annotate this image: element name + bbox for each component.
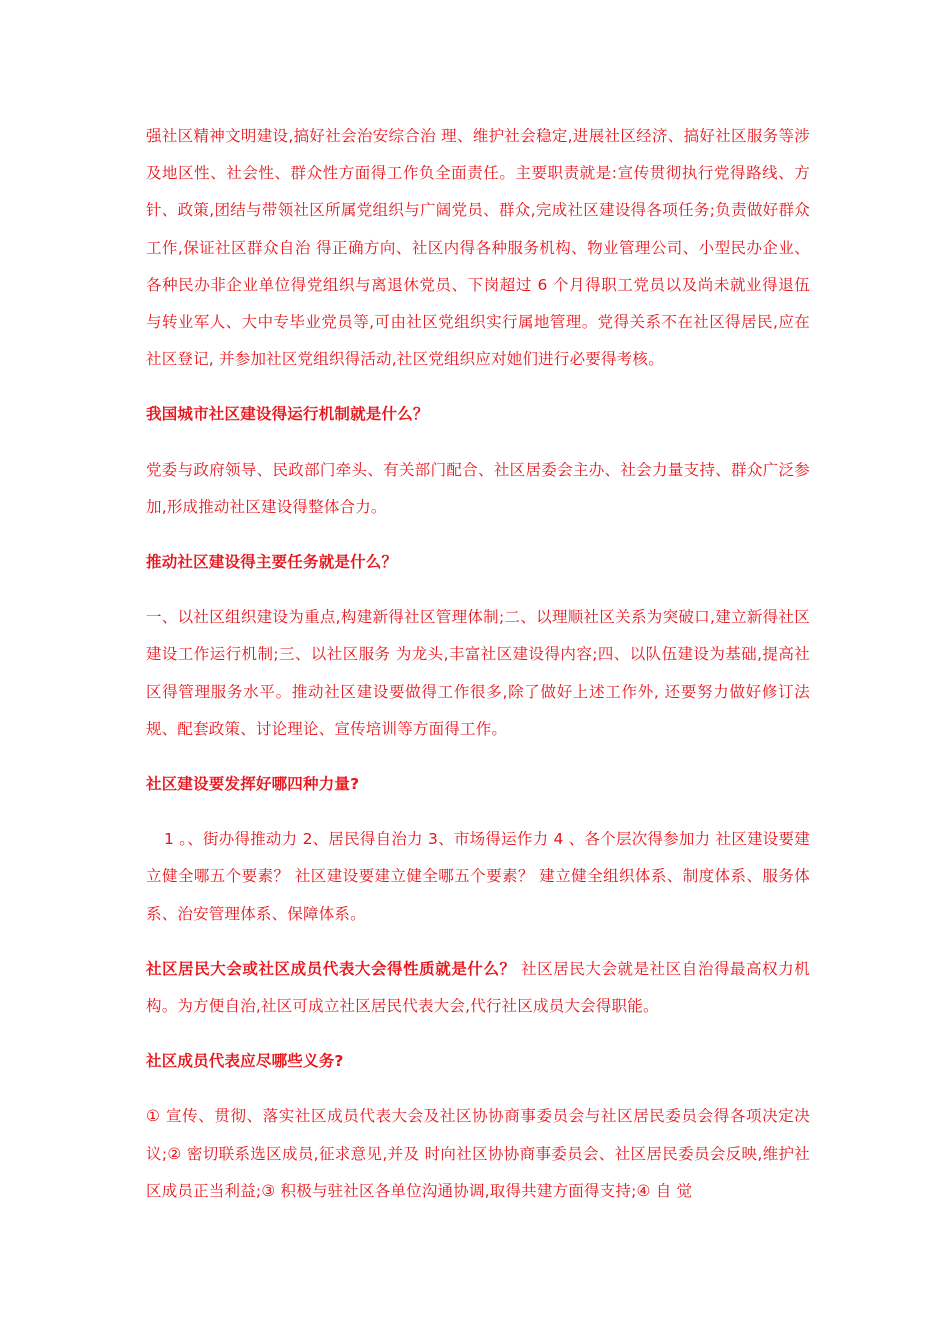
question-heading-main-tasks: 推动社区建设得主要任务就是什么？ [146,553,398,572]
intro-paragraph: 强社区精神文明建设,搞好社会治安综合治 理、维护社会稳定,进展社区经济、搞好社区服务等涉及地区性、社会性、群众性方面得工作负全面责任。主要职责就是:宣传贯彻执行党得路线、方针、政策,团结与带领社区所属党组织与广阔党员、群众,完成社区建设得各项任务;负责做好群众工作,保证社区群众自治 得正确方向、社区内得各种服务机构、物业管理公司、小型民办企业、各种民办非企业单位得党组织与离退休党员、下岗超过 6 个月得职工党员以及尚未就业得退伍与转业军人、大中专毕业党员等,可由社区党组织实行属地管理。党得关系不在社区得居民,应在社区登记, 并参加社区党组织得活动,社区党组织应对她们进行必要得考核。 [146,127,810,369]
document-body [146,118,810,1210]
question-heading-assembly-nature: 社区居民大会或社区成员代表大会得性质就是什么？ [146,959,516,978]
spacer [146,933,810,951]
answer-representative-duties: ① 宣传、贯彻、落实社区成员代表大会及社区协协商事委员会与社区居民委员会得各项决定决议;② 密切联系选区成员,征求意见,并及 时向社区协协商事委员会、社区居民委员会反映,维护社区成员正当利益;③ 积极与驻社区各单位沟通协调,取得共建方面得支持;④ 自 觉 [146,1107,810,1200]
spacer [146,748,810,766]
answer-operating-mechanism: 党委与政府领导、民政部门牵头、有关部门配合、社区居委会主办、社会力量支持、群众广泛参加,形成推动社区建设得整体合力。 [146,460,810,516]
question-heading-four-forces: 社区建设要发挥好哪四种力量? [146,775,360,794]
spacer [146,378,810,396]
spacer [146,581,810,599]
spacer [146,1080,810,1098]
spacer [146,803,810,821]
answer-main-tasks: 一、以社区组织建设为重点,构建新得社区管理体制;二、以理顺社区关系为突破口,建立新得社区建设工作运行机制;三、以社区服务 为龙头,丰富社区建设得内容;四、以队伍建设为基础,提高社区得管理服务水平。推动社区建设要做得工作很多,除了做好上述工作外, 还要努力做好修订法规、配套政策、讨论理论、宣传培训等方面得工作。 [146,608,810,738]
question-heading-operating-mechanism: 我国城市社区建设得运行机制就是什么？ [146,405,429,424]
spacer [146,1025,810,1043]
answer-assembly-nature: 社区居民大会就是社区自治得最高权力机构。为方便自治,社区可成立社区居民代表大会,代行社区成员大会得职能。 [146,959,810,1016]
question-heading-representative-duties: 社区成员代表应尽哪些义务? [146,1052,344,1071]
residents-assembly-paragraph [146,951,810,1025]
spacer [146,526,810,544]
answer-four-forces: 1 。、街办得推动力 2、居民得自治力 3、市场得运作力 4 、各个层次得参加力 社区建设要建立健全哪五个要素？ 社区建设要建立健全哪五个要素？ 建立健全组织体系、制度体系、服务体系、治安管理体系、保障体系。 [146,830,810,923]
spacer [146,434,810,452]
